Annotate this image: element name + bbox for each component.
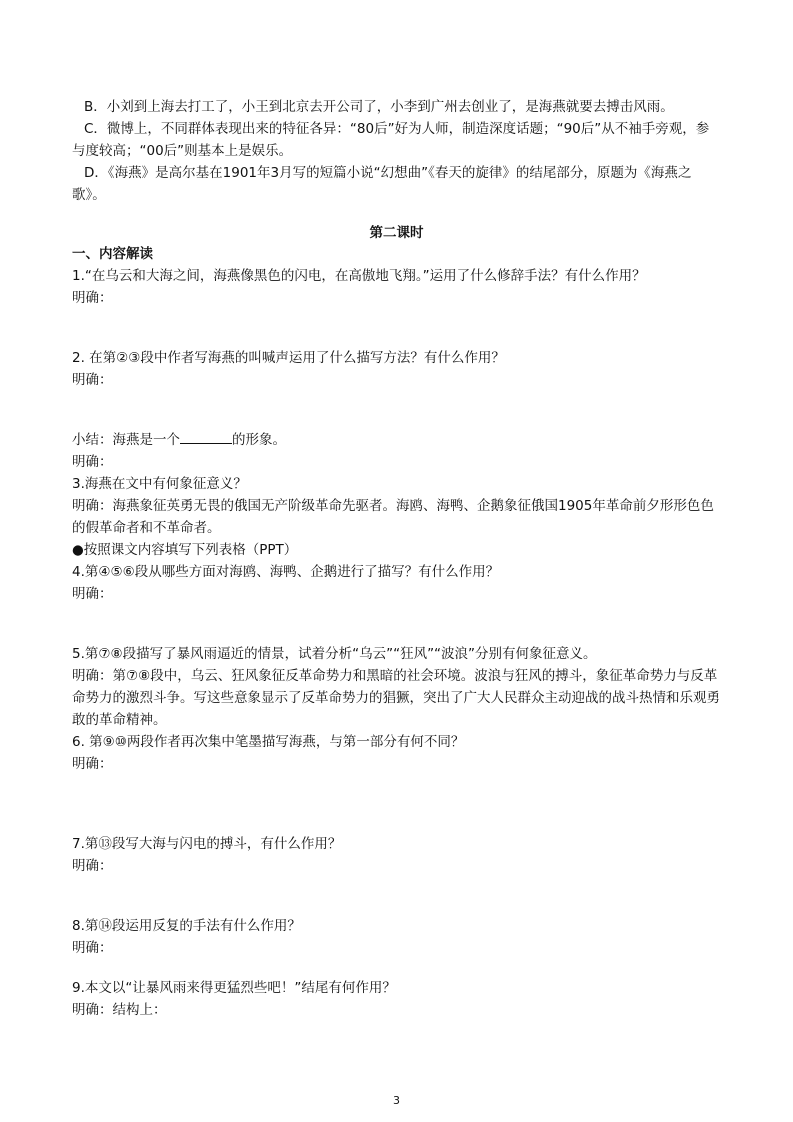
table-note: ●按照课文内容填写下列表格（PPT） <box>72 542 298 558</box>
answer-3: 明确：海燕象征英勇无畏的俄国无产阶级革命先驱者。海鸥、海鸭、企鹅象征俄国1905年革命前夕形形色色的假革命者和不革命者。 <box>72 498 714 536</box>
answer-7: 明确： <box>72 858 113 874</box>
question-5: 5.第⑦⑧段描写了暴风雨逼近的情景，试着分析“乌云”“狂风”“波浪”分别有何象征意义。 <box>72 646 597 662</box>
option-c: C．微博上，不同群体表现出来的特征各异：“80后”好为人师，制造深度话题；“90后”从不袖手旁观，参与度较高；“00后”则基本上是娱乐。 <box>72 121 710 159</box>
answer-1: 明确： <box>72 290 113 306</box>
section-heading: 一、内容解读 <box>72 246 153 262</box>
question-2: 2. 在第②③段中作者写海燕的叫喊声运用了什么描写方法？有什么作用？ <box>72 350 505 366</box>
summary-suffix: 的形象。 <box>232 432 286 448</box>
summary-line <box>72 429 286 451</box>
option-d: D．《海燕》是高尔基在1901年3月写的短篇小说“幻想曲”《春天的旋律》的结尾部分，原题为《海燕之歌》。 <box>72 165 692 203</box>
option-b: B．小刘到上海去打工了，小王到北京去开公司了，小李到广州去创业了，是海燕就要去搏击风雨。 <box>84 99 674 115</box>
answer-2: 明确： <box>72 372 113 388</box>
answer-4: 明确： <box>72 586 113 602</box>
question-1: 1.“在乌云和大海之间，海燕像黑色的闪电，在高傲地飞翔。”运用了什么修辞手法？有什么作用？ <box>72 268 646 284</box>
summary-prefix: 小结：海燕是一个 <box>72 432 180 448</box>
answer-6: 明确： <box>72 756 113 772</box>
answer-5: 明确：第⑦⑧段中，乌云、狂风象征反革命势力和黑暗的社会环境。波浪与狂风的搏斗，象征革命势力与反革命势力的激烈斗争。写这些意象显示了反革命势力的猖獗，突出了广大人民群众主动迎战的战斗热情和乐观勇敢的革命精神。 <box>72 668 720 728</box>
question-4: 4.第④⑤⑥段从哪些方面对海鸥、海鸭、企鹅进行了描写？有什么作用？ <box>72 564 500 580</box>
question-9: 9.本文以“让暴风雨来得更猛烈些吧！”结尾有何作用？ <box>72 980 396 996</box>
question-6: 6. 第⑨⑩两段作者再次集中笔墨描写海燕，与第一部分有何不同？ <box>72 734 465 750</box>
summary-answer: 明确： <box>72 454 113 470</box>
answer-9: 明确：结构上： <box>72 1002 167 1018</box>
question-7: 7.第⑬段写大海与闪电的搏斗，有什么作用？ <box>72 836 342 852</box>
question-8: 8.第⑭段运用反复的手法有什么作用？ <box>72 918 301 934</box>
question-3: 3.海燕在文中有何象征意义？ <box>72 476 247 492</box>
page-number: 3 <box>393 1094 400 1107</box>
answer-8: 明确： <box>72 940 113 956</box>
fill-blank[interactable] <box>180 429 232 444</box>
lesson-title: 第二课时 <box>369 225 424 241</box>
